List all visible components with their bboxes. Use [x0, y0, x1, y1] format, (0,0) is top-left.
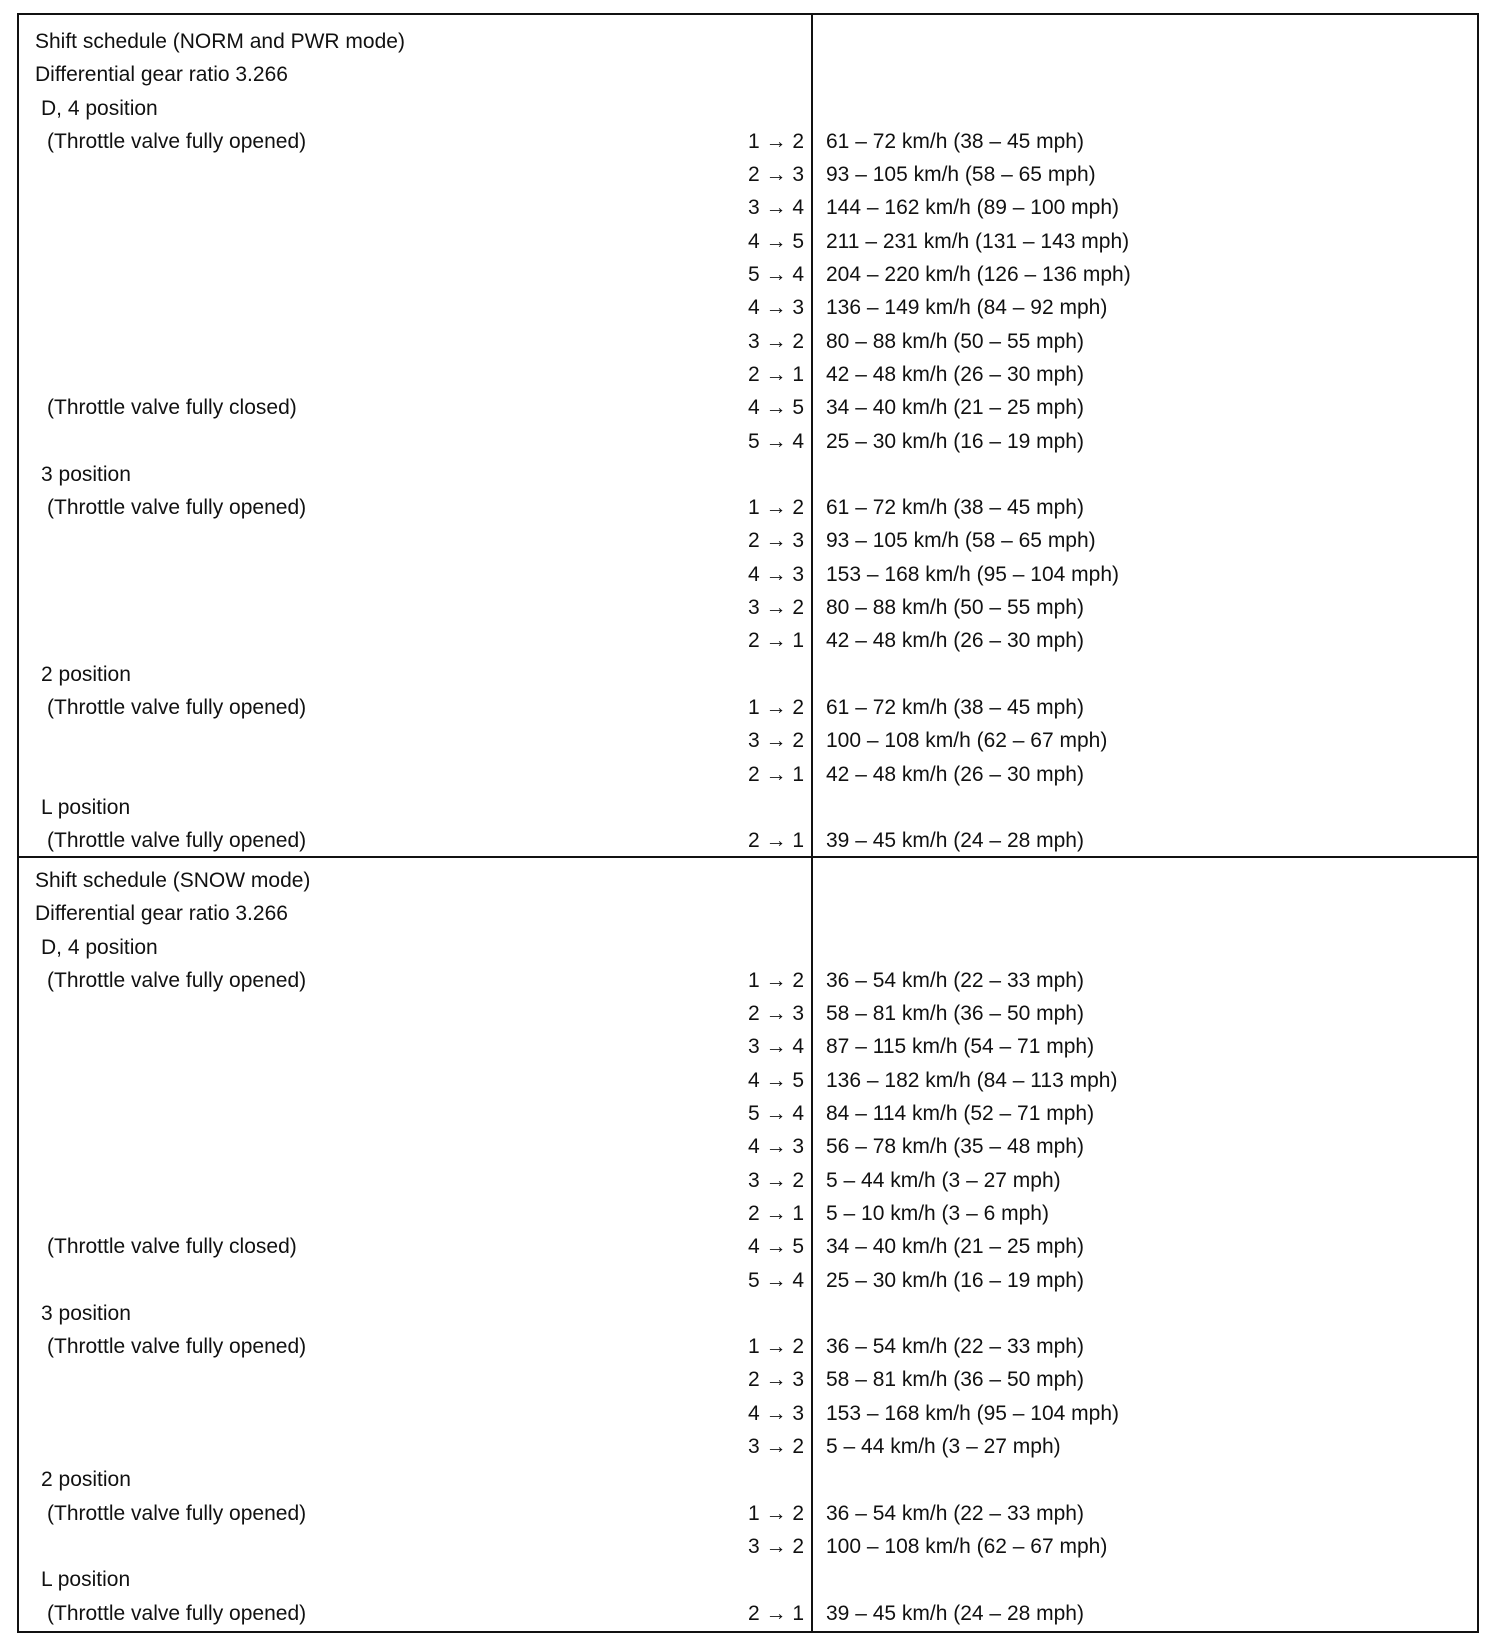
gear-shift: 4 → 3 [747, 1135, 804, 1159]
condition-label: 2 position [41, 662, 131, 686]
schedule-row [19, 391, 1477, 424]
schedule-row [19, 1230, 1477, 1263]
gear-shift: 1 → 2 [747, 695, 804, 719]
condition-label: (Throttle valve fully opened) [47, 129, 307, 153]
vehicle-speed: 153 – 168 km/h (95 – 104 mph) [826, 562, 1120, 586]
schedule-row [19, 1430, 1477, 1463]
vehicle-speed: 36 – 54 km/h (22 – 33 mph) [826, 1501, 1084, 1525]
condition-label: L position [41, 795, 131, 819]
condition-label: Shift schedule (NORM and PWR mode) [35, 30, 405, 53]
schedule-row [19, 1397, 1477, 1430]
vehicle-speed: 42 – 48 km/h (26 – 30 mph) [826, 629, 1084, 653]
schedule-row [19, 258, 1477, 291]
schedule-row [19, 758, 1477, 791]
gear-shift: 3 → 2 [747, 1534, 804, 1558]
condition-label: D, 4 position [41, 96, 158, 120]
vehicle-speed: 144 – 162 km/h (89 – 100 mph) [826, 196, 1120, 220]
gear-shift: 2 → 3 [747, 1002, 804, 1026]
condition-label: (Throttle valve fully opened) [47, 496, 307, 520]
schedule-row [19, 1264, 1477, 1297]
gear-shift: 4 → 5 [747, 229, 804, 253]
condition-label: (Throttle valve fully opened) [47, 1501, 307, 1525]
schedule-row [19, 58, 1477, 91]
gear-shift: 3 → 2 [747, 1435, 804, 1459]
vehicle-speed: 5 – 44 km/h (3 – 27 mph) [826, 1168, 1061, 1192]
schedule-row [19, 897, 1477, 930]
schedule-row [19, 458, 1477, 491]
schedule-row [19, 1363, 1477, 1396]
gear-shift: 4 → 5 [747, 1068, 804, 1092]
condition-label: Differential gear ratio 3.266 [35, 902, 288, 926]
schedule-row [19, 358, 1477, 391]
schedule-row [19, 1130, 1477, 1163]
vehicle-speed: 136 – 149 km/h (84 – 92 mph) [826, 296, 1108, 320]
vehicle-speed: 136 – 182 km/h (84 – 113 mph) [826, 1068, 1118, 1092]
schedule-row [19, 291, 1477, 324]
vehicle-speed: 36 – 54 km/h (22 – 33 mph) [826, 968, 1084, 992]
vehicle-speed: 39 – 45 km/h (24 – 28 mph) [826, 829, 1084, 853]
schedule-row [19, 824, 1477, 857]
condition-label: 3 position [41, 1301, 131, 1325]
vehicle-speed: 100 – 108 km/h (62 – 67 mph) [826, 729, 1108, 753]
schedule-row [19, 25, 1477, 58]
gear-shift: 3 → 4 [747, 1035, 804, 1059]
snow-schedule-table [17, 856, 1479, 1633]
vehicle-speed: 153 – 168 km/h (95 – 104 mph) [826, 1401, 1120, 1425]
schedule-row [19, 524, 1477, 557]
gear-shift: 2 → 1 [747, 1601, 804, 1625]
vehicle-speed: 5 – 10 km/h (3 – 6 mph) [826, 1201, 1049, 1225]
schedule-row [19, 1563, 1477, 1596]
schedule-row [19, 1497, 1477, 1530]
schedule-row [19, 325, 1477, 358]
gear-shift: 1 → 2 [747, 968, 804, 992]
vehicle-speed: 87 – 115 km/h (54 – 71 mph) [826, 1035, 1095, 1059]
gear-shift: 4 → 3 [747, 296, 804, 320]
vehicle-speed: 39 – 45 km/h (24 – 28 mph) [826, 1601, 1084, 1625]
gear-shift: 1 → 2 [747, 496, 804, 520]
gear-shift: 5 → 4 [747, 1102, 804, 1126]
schedule-row [19, 864, 1477, 897]
gear-shift: 2 → 3 [747, 163, 804, 187]
vehicle-speed: 80 – 88 km/h (50 – 55 mph) [826, 596, 1084, 620]
schedule-row [19, 1597, 1477, 1630]
vehicle-speed: 42 – 48 km/h (26 – 30 mph) [826, 362, 1084, 386]
vehicle-speed: 211 – 231 km/h (131 – 143 mph) [826, 229, 1130, 253]
vehicle-speed: 5 – 44 km/h (3 – 27 mph) [826, 1435, 1061, 1459]
schedule-row [19, 1164, 1477, 1197]
gear-shift: 3 → 2 [747, 729, 804, 753]
schedule-row [19, 1530, 1477, 1563]
gear-shift: 4 → 5 [747, 1235, 804, 1259]
schedule-row [19, 558, 1477, 591]
condition-label: Differential gear ratio 3.266 [35, 63, 288, 87]
gear-shift: 4 → 5 [747, 396, 804, 420]
gear-shift: 2 → 3 [747, 1368, 804, 1392]
vehicle-speed: 58 – 81 km/h (36 – 50 mph) [826, 1368, 1084, 1392]
condition-label: (Throttle valve fully opened) [47, 1335, 307, 1359]
condition-label: (Throttle valve fully opened) [47, 829, 307, 853]
schedule-row [19, 491, 1477, 524]
schedule-row [19, 964, 1477, 997]
schedule-row [19, 158, 1477, 191]
schedule-rows [19, 25, 1477, 857]
gear-shift: 2 → 1 [747, 762, 804, 786]
gear-shift: 3 → 2 [747, 329, 804, 353]
vehicle-speed: 93 – 105 km/h (58 – 65 mph) [826, 529, 1096, 553]
vehicle-speed: 80 – 88 km/h (50 – 55 mph) [826, 329, 1084, 353]
gear-shift: 5 → 4 [747, 1268, 804, 1292]
condition-label: (Throttle valve fully opened) [47, 695, 307, 719]
schedule-row [19, 997, 1477, 1030]
gear-shift: 1 → 2 [747, 1335, 804, 1359]
schedule-row [19, 1030, 1477, 1063]
condition-label: (Throttle valve fully opened) [47, 1601, 307, 1625]
schedule-rows [19, 864, 1477, 1630]
gear-shift: 2 → 3 [747, 529, 804, 553]
gear-shift: 1 → 2 [747, 129, 804, 153]
vehicle-speed: 34 – 40 km/h (21 – 25 mph) [826, 1235, 1084, 1259]
gear-shift: 3 → 2 [747, 1168, 804, 1192]
vehicle-speed: 61 – 72 km/h (38 – 45 mph) [826, 496, 1084, 520]
schedule-row [19, 1297, 1477, 1330]
gear-shift: 1 → 2 [747, 1501, 804, 1525]
vehicle-speed: 36 – 54 km/h (22 – 33 mph) [826, 1335, 1084, 1359]
gear-shift: 2 → 1 [747, 829, 804, 853]
vehicle-speed: 25 – 30 km/h (16 – 19 mph) [826, 1268, 1084, 1292]
schedule-row [19, 658, 1477, 691]
schedule-row [19, 1064, 1477, 1097]
schedule-row [19, 624, 1477, 657]
schedule-row [19, 1197, 1477, 1230]
schedule-row [19, 724, 1477, 757]
vehicle-speed: 93 – 105 km/h (58 – 65 mph) [826, 163, 1096, 187]
condition-label: (Throttle valve fully closed) [47, 1235, 297, 1259]
schedule-row [19, 425, 1477, 458]
vehicle-speed: 58 – 81 km/h (36 – 50 mph) [826, 1002, 1084, 1026]
vehicle-speed: 25 – 30 km/h (16 – 19 mph) [826, 429, 1084, 453]
schedule-row [19, 691, 1477, 724]
vehicle-speed: 84 – 114 km/h (52 – 71 mph) [826, 1102, 1095, 1126]
norm-pwr-schedule-table [17, 13, 1479, 858]
condition-label: 3 position [41, 462, 131, 486]
schedule-row [19, 791, 1477, 824]
condition-label: D, 4 position [41, 935, 158, 959]
vehicle-speed: 42 – 48 km/h (26 – 30 mph) [826, 762, 1084, 786]
gear-shift: 4 → 3 [747, 562, 804, 586]
schedule-row [19, 191, 1477, 224]
vehicle-speed: 56 – 78 km/h (35 – 48 mph) [826, 1135, 1084, 1159]
gear-shift: 3 → 4 [747, 196, 804, 220]
condition-label: (Throttle valve fully closed) [47, 396, 297, 420]
schedule-row [19, 125, 1477, 158]
schedule-row [19, 1330, 1477, 1363]
vehicle-speed: 61 – 72 km/h (38 – 45 mph) [826, 695, 1084, 719]
shift-schedule-document [17, 13, 1479, 1633]
gear-shift: 2 → 1 [747, 629, 804, 653]
gear-shift: 3 → 2 [747, 596, 804, 620]
condition-label: (Throttle valve fully opened) [47, 968, 307, 992]
vehicle-speed: 34 – 40 km/h (21 – 25 mph) [826, 396, 1084, 420]
condition-label: Shift schedule (SNOW mode) [35, 869, 311, 892]
vehicle-speed: 100 – 108 km/h (62 – 67 mph) [826, 1534, 1108, 1558]
schedule-row [19, 1097, 1477, 1130]
vehicle-speed: 61 – 72 km/h (38 – 45 mph) [826, 129, 1084, 153]
gear-shift: 5 → 4 [747, 429, 804, 453]
gear-shift: 2 → 1 [747, 1201, 804, 1225]
gear-shift: 2 → 1 [747, 362, 804, 386]
vehicle-speed: 204 – 220 km/h (126 – 136 mph) [826, 263, 1131, 287]
schedule-row [19, 92, 1477, 125]
gear-shift: 4 → 3 [747, 1401, 804, 1425]
condition-label: L position [41, 1568, 131, 1592]
schedule-row [19, 931, 1477, 964]
schedule-row [19, 591, 1477, 624]
schedule-row [19, 225, 1477, 258]
schedule-row [19, 1463, 1477, 1496]
gear-shift: 5 → 4 [747, 263, 804, 287]
condition-label: 2 position [41, 1468, 131, 1492]
